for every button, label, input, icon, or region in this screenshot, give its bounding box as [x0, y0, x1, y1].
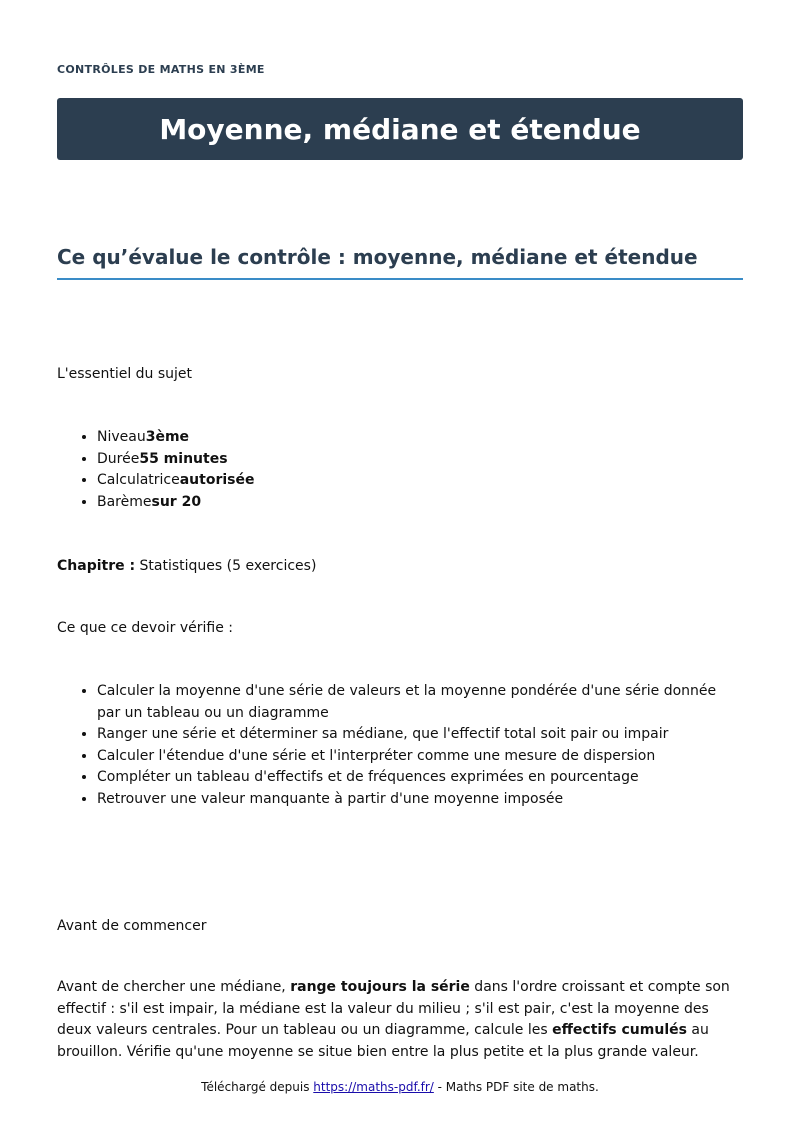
- page-footer: Téléchargé depuis https://maths-pdf.fr/ - Maths PDF site de maths.: [201, 1080, 599, 1094]
- list-item: • Barèmesur 20: [97, 492, 743, 514]
- avant-paragraph: Avant de chercher une médiane, range toujours la série dans l'ordre croissant et compte son effectif : s'il est impair, la médiane est la valeur du milieu ; s'il est pair, c'est la moyenne des deux valeurs centrales. Pour un tableau ou un diagramme, calcule les effectifs cumulés au brouillon. Vérifie qu'une moyenne se situe bien entre la plus petite et la plus grande valeur.: [57, 979, 730, 1060]
- source-link[interactable]: https://maths-pdf.fr/: [313, 1080, 434, 1094]
- list-item: • Ranger une série et déterminer sa médiane, que l'effectif total soit pair ou impair: [97, 724, 743, 746]
- list-item: • Compléter un tableau d'effectifs et de fréquences exprimées en pourcentage: [97, 767, 743, 789]
- essentiel-list: [57, 427, 743, 513]
- verifie-heading: Ce que ce devoir vérifie :: [57, 620, 234, 636]
- verifie-list: [57, 681, 743, 810]
- list-item: • Calculatriceautorisée: [97, 470, 743, 492]
- list-item: • Calculer la moyenne d'une série de valeurs et la moyenne pondérée d'une série donnée par un tableau ou un diagramme: [97, 681, 743, 724]
- list-item: • Calculer l'étendue d'une série et l'interpréter comme une mesure de dispersion: [97, 746, 743, 768]
- section-title: Ce qu’évalue le contrôle : moyenne, médiane et étendue: [57, 245, 743, 280]
- chapitre-line: [57, 556, 316, 578]
- list-item: • Retrouver une valeur manquante à partir d'une moyenne imposée: [97, 789, 743, 811]
- list-item: • Durée55 minutes: [97, 449, 743, 471]
- title-banner: [57, 98, 743, 160]
- page-title: Moyenne, médiane et étendue: [159, 112, 641, 146]
- chapitre-value: Statistiques (5 exercices): [135, 558, 317, 574]
- list-item: • Niveau3ème: [97, 427, 743, 449]
- avant-heading: Avant de commencer: [57, 918, 207, 934]
- essentiel-heading: L'essentiel du sujet: [57, 366, 193, 382]
- chapitre-label: Chapitre :: [57, 558, 136, 574]
- kicker-label: CONTRÔLES DE MATHS EN 3ÈME: [57, 63, 265, 76]
